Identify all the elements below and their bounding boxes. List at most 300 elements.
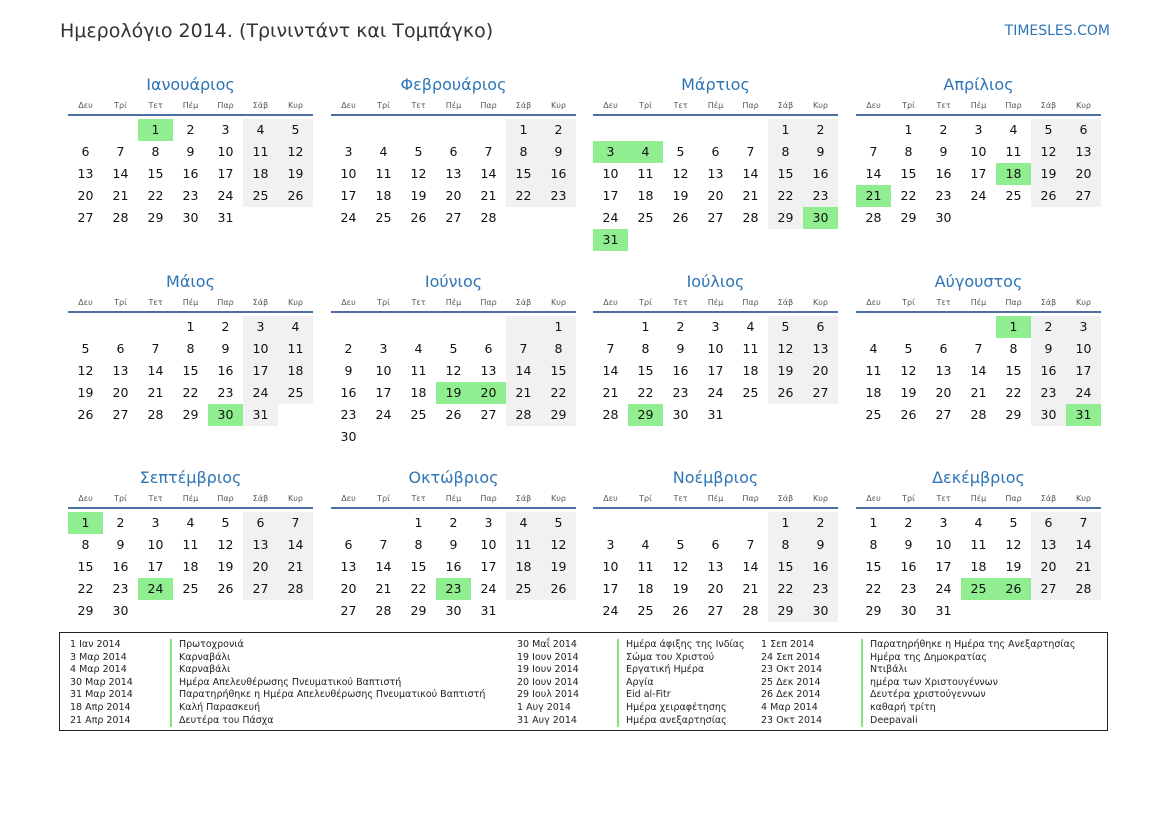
day-cell: 8	[186, 341, 195, 356]
holiday-date: 4 Μαρ 2014	[70, 664, 127, 676]
holiday-date: 19 Ιουν 2014	[517, 664, 579, 676]
weekday-label: Κυρ	[288, 297, 303, 307]
day-cell: 3	[221, 122, 230, 137]
legend-row	[761, 689, 1075, 702]
day-cell: 20	[803, 360, 838, 382]
day-cell: 9	[221, 341, 230, 356]
weekday-label: Δευ	[78, 493, 93, 503]
day-cell: 10	[147, 537, 164, 552]
day-cell: 29	[865, 603, 882, 618]
empty-cell	[698, 119, 733, 141]
day-cell: 11	[410, 363, 427, 378]
day-cell: 6	[711, 537, 720, 552]
day-cell: 21	[375, 581, 392, 596]
weekday-label: Πέμ	[970, 493, 987, 503]
day-cell: 5	[414, 144, 423, 159]
day-cell: 28	[742, 210, 759, 225]
weekday-label: Δευ	[341, 100, 356, 110]
holiday-marker	[617, 639, 619, 652]
day-cell: 5	[278, 119, 313, 141]
day-cell: 21	[742, 188, 759, 203]
day-cell: 12	[900, 363, 917, 378]
day-cell: 30	[672, 407, 689, 422]
weekday-label: Κυρ	[813, 297, 828, 307]
holiday-marker	[617, 677, 619, 690]
weekday-label: Τρί	[639, 493, 652, 503]
day-cell: 27	[935, 407, 952, 422]
day-cell: 2	[803, 512, 838, 534]
holiday-name: ημέρα των Χριστουγέννων	[870, 676, 998, 688]
legend-column	[517, 639, 745, 727]
holiday-name: Εργατική Ημέρα	[626, 664, 705, 676]
day-cell: 7	[746, 537, 755, 552]
day-cell: 8	[541, 338, 576, 360]
day-cell: 28	[278, 578, 313, 600]
day-cell: 2	[676, 319, 685, 334]
day-cell: 4	[243, 119, 278, 141]
month-name: Σεπτέμβριος	[139, 468, 242, 487]
month-name: Ιανουάριος	[146, 75, 235, 94]
day-cell: 17	[243, 360, 278, 382]
weekday-label: Δευ	[341, 493, 356, 503]
day-cell: 12	[410, 166, 427, 181]
day-cell: 5	[1031, 119, 1066, 141]
holiday-name: Παρατηρήθηκε η Ημέρα Απελευθέρωσης Πνευματικού Βαπτιστή	[179, 689, 486, 701]
holiday-marker	[170, 702, 172, 715]
weekday-label: Τετ	[936, 100, 951, 110]
month-11	[593, 467, 838, 622]
empty-cell	[663, 512, 698, 534]
day-cell: 14	[1066, 534, 1101, 556]
day-cell: 23	[182, 188, 199, 203]
day-cell: 3	[379, 341, 388, 356]
day-cell: 13	[480, 363, 497, 378]
weekday-label: Παρ	[480, 100, 497, 110]
weekday-label: Κυρ	[551, 493, 566, 503]
weekday-label: Δευ	[78, 100, 93, 110]
day-cell: 26	[278, 185, 313, 207]
legend-row	[517, 652, 745, 665]
day-cell: 24	[375, 407, 392, 422]
day-cell: 24	[602, 603, 619, 618]
weekday-header	[856, 293, 1101, 313]
weekday-label: Παρ	[742, 297, 759, 307]
day-cell: 19	[410, 188, 427, 203]
day-cell: 21	[742, 581, 759, 596]
day-cell: 1	[641, 319, 650, 334]
holiday-day: 1	[996, 316, 1031, 338]
day-cell: 10	[602, 559, 619, 574]
day-cell: 12	[445, 363, 462, 378]
weekday-label: Πέμ	[182, 297, 199, 307]
empty-cell	[961, 316, 996, 338]
month-5	[68, 271, 313, 426]
day-cell: 7	[746, 144, 755, 159]
day-cell: 2	[541, 119, 576, 141]
day-cell: 17	[970, 166, 987, 181]
day-cell: 20	[340, 581, 357, 596]
day-cell: 19	[672, 188, 689, 203]
holiday-day: 31	[1066, 404, 1101, 426]
month-8	[856, 271, 1101, 426]
day-cell: 31	[217, 210, 234, 225]
day-cell: 24	[970, 188, 987, 203]
day-cell: 14	[112, 166, 129, 181]
day-cell: 18	[637, 581, 654, 596]
day-cell: 1	[541, 316, 576, 338]
day-cell: 26	[900, 407, 917, 422]
day-cell: 3	[974, 122, 983, 137]
day-cell: 7	[974, 341, 983, 356]
month-1	[68, 74, 313, 229]
day-cell: 22	[506, 185, 541, 207]
day-cell: 27	[480, 407, 497, 422]
holiday-marker	[170, 652, 172, 665]
day-cell: 15	[768, 163, 803, 185]
day-cell: 21	[112, 188, 129, 203]
day-cell: 29	[77, 603, 94, 618]
day-cell: 11	[375, 166, 392, 181]
day-cell: 15	[768, 556, 803, 578]
holiday-day: 30	[803, 207, 838, 229]
empty-cell	[856, 119, 891, 141]
day-cell: 6	[116, 341, 125, 356]
day-cell: 25	[637, 210, 654, 225]
day-cell: 2	[939, 122, 948, 137]
weekday-label: Τρί	[639, 100, 652, 110]
day-grid	[68, 316, 313, 426]
day-cell: 22	[410, 581, 427, 596]
day-cell: 14	[506, 360, 541, 382]
day-cell: 2	[221, 319, 230, 334]
day-cell: 22	[182, 385, 199, 400]
empty-cell	[366, 119, 401, 141]
weekday-label: Τρί	[114, 493, 127, 503]
month-name: Δεκέμβριος	[932, 468, 1025, 487]
weekday-label: Κυρ	[288, 100, 303, 110]
day-cell: 23	[112, 581, 129, 596]
day-cell: 13	[445, 166, 462, 181]
day-grid	[593, 316, 838, 426]
holiday-marker	[861, 689, 863, 702]
weekday-label: Παρ	[480, 493, 497, 503]
day-cell: 20	[445, 188, 462, 203]
day-cell: 11	[637, 559, 654, 574]
day-cell: 25	[506, 578, 541, 600]
month-12	[856, 467, 1101, 622]
day-cell: 27	[77, 210, 94, 225]
day-cell: 11	[1005, 144, 1022, 159]
holiday-marker	[170, 639, 172, 652]
day-cell: 1	[869, 515, 878, 530]
day-cell: 14	[147, 363, 164, 378]
day-cell: 23	[935, 188, 952, 203]
day-cell: 26	[541, 578, 576, 600]
weekday-label: Παρ	[480, 297, 497, 307]
day-cell: 5	[904, 341, 913, 356]
weekday-label: Τρί	[902, 100, 915, 110]
month-6	[331, 271, 576, 448]
day-cell: 1	[186, 319, 195, 334]
day-cell: 28	[506, 404, 541, 426]
holiday-name: Καρναβάλι	[179, 651, 231, 663]
day-cell: 25	[1005, 188, 1022, 203]
holiday-marker	[617, 664, 619, 677]
day-cell: 11	[742, 341, 759, 356]
weekday-label: Παρ	[217, 493, 234, 503]
holiday-day: 31	[593, 229, 628, 251]
day-cell: 2	[904, 515, 913, 530]
day-cell: 29	[541, 404, 576, 426]
day-cell: 4	[1009, 122, 1018, 137]
day-cell: 12	[768, 338, 803, 360]
day-cell: 20	[1031, 556, 1066, 578]
day-cell: 27	[112, 407, 129, 422]
day-cell: 20	[1066, 163, 1101, 185]
day-cell: 17	[1066, 360, 1101, 382]
day-cell: 2	[344, 341, 353, 356]
day-cell: 28	[147, 407, 164, 422]
weekday-label: Τρί	[639, 297, 652, 307]
weekday-label: Πέμ	[970, 100, 987, 110]
day-cell: 4	[869, 341, 878, 356]
empty-cell	[733, 119, 768, 141]
day-cell: 22	[147, 188, 164, 203]
day-grid	[593, 119, 838, 251]
day-cell: 26	[445, 407, 462, 422]
day-cell: 7	[1066, 512, 1101, 534]
holiday-name: Δευτέρα χριστούγεννων	[870, 689, 986, 701]
holiday-date: 18 Απρ 2014	[70, 701, 131, 713]
day-cell: 1	[768, 512, 803, 534]
empty-cell	[436, 316, 471, 338]
holiday-marker	[861, 715, 863, 728]
holiday-day: 21	[856, 185, 891, 207]
day-cell: 27	[803, 382, 838, 404]
holiday-day: 30	[208, 404, 243, 426]
holiday-marker	[170, 664, 172, 677]
legend-row	[517, 702, 745, 715]
day-cell: 7	[151, 341, 160, 356]
day-cell: 21	[602, 385, 619, 400]
day-cell: 13	[1031, 534, 1066, 556]
weekday-header	[68, 489, 313, 509]
day-cell: 27	[1031, 578, 1066, 600]
holiday-day: 26	[996, 578, 1031, 600]
day-cell: 27	[707, 603, 724, 618]
empty-cell	[593, 119, 628, 141]
day-cell: 10	[707, 341, 724, 356]
weekday-label: Δευ	[78, 297, 93, 307]
day-cell: 30	[445, 603, 462, 618]
day-cell: 8	[768, 534, 803, 556]
legend-column	[70, 639, 485, 727]
day-cell: 18	[243, 163, 278, 185]
day-cell: 22	[768, 185, 803, 207]
holiday-date: 4 Μαρ 2014	[761, 701, 818, 713]
weekday-label: Παρ	[742, 493, 759, 503]
day-cell: 10	[340, 166, 357, 181]
weekday-label: Τετ	[673, 493, 688, 503]
day-cell: 1	[768, 119, 803, 141]
day-cell: 7	[116, 144, 125, 159]
day-cell: 5	[676, 537, 685, 552]
day-cell: 15	[637, 363, 654, 378]
day-cell: 16	[900, 559, 917, 574]
day-cell: 10	[480, 537, 497, 552]
day-cell: 5	[768, 316, 803, 338]
day-cell: 20	[935, 385, 952, 400]
day-cell: 11	[182, 537, 199, 552]
holiday-date: 24 Σεπ 2014	[761, 651, 821, 663]
day-cell: 21	[970, 385, 987, 400]
day-cell: 9	[116, 537, 125, 552]
day-cell: 12	[541, 534, 576, 556]
day-cell: 22	[900, 188, 917, 203]
day-cell: 25	[182, 581, 199, 596]
legend-row	[517, 639, 745, 652]
holiday-name: Ημέρα άφιξης της Ινδίας	[626, 639, 745, 650]
day-cell: 13	[707, 166, 724, 181]
holiday-legend	[59, 632, 1108, 731]
day-cell: 31	[480, 603, 497, 618]
day-cell: 12	[672, 166, 689, 181]
day-cell: 25	[278, 382, 313, 404]
day-cell: 15	[541, 360, 576, 382]
weekday-label: Κυρ	[551, 297, 566, 307]
day-cell: 11	[278, 338, 313, 360]
day-cell: 6	[484, 341, 493, 356]
legend-row	[761, 652, 1075, 665]
day-cell: 9	[676, 341, 685, 356]
holiday-name: Καλή Παρασκευή	[179, 701, 261, 713]
day-cell: 30	[935, 210, 952, 225]
weekday-label: Πέμ	[445, 297, 462, 307]
weekday-label: Δευ	[866, 297, 881, 307]
day-cell: 15	[1005, 363, 1022, 378]
weekday-label: Δευ	[603, 297, 618, 307]
month-name: Ιούλιος	[686, 272, 745, 291]
day-cell: 17	[147, 559, 164, 574]
day-cell: 26	[1031, 185, 1066, 207]
day-cell: 6	[803, 316, 838, 338]
empty-cell	[138, 316, 173, 338]
weekday-label: Δευ	[341, 297, 356, 307]
day-cell: 16	[182, 166, 199, 181]
day-cell: 28	[480, 210, 497, 225]
day-cell: 28	[742, 603, 759, 618]
day-cell: 3	[344, 144, 353, 159]
weekday-header	[68, 293, 313, 313]
day-cell: 7	[606, 341, 615, 356]
weekday-header	[593, 293, 838, 313]
day-cell: 16	[112, 559, 129, 574]
day-cell: 31	[935, 603, 952, 618]
day-cell: 4	[379, 144, 388, 159]
holiday-marker	[861, 664, 863, 677]
empty-cell	[103, 316, 138, 338]
day-cell: 10	[602, 166, 619, 181]
legend-column	[761, 639, 1075, 727]
day-cell: 18	[182, 559, 199, 574]
day-cell: 23	[803, 578, 838, 600]
holiday-day: 18	[996, 163, 1031, 185]
weekday-label: Τρί	[902, 493, 915, 503]
holiday-marker	[861, 702, 863, 715]
day-cell: 15	[182, 363, 199, 378]
day-cell: 30	[803, 600, 838, 622]
day-cell: 26	[410, 210, 427, 225]
holiday-name: Ημέρα Απελευθέρωσης Πνευματικού Βαπτιστή	[179, 676, 402, 688]
day-cell: 19	[672, 581, 689, 596]
legend-row	[761, 677, 1075, 690]
weekday-label: Σάβ	[515, 297, 532, 307]
day-cell: 13	[1066, 141, 1101, 163]
day-cell: 3	[243, 316, 278, 338]
holiday-day: 23	[436, 578, 471, 600]
day-cell: 23	[1031, 382, 1066, 404]
weekday-label: Τετ	[936, 493, 951, 503]
day-cell: 25	[243, 185, 278, 207]
day-cell: 18	[410, 385, 427, 400]
weekday-label: Δευ	[866, 100, 881, 110]
day-cell: 11	[970, 537, 987, 552]
empty-cell	[506, 316, 541, 338]
day-cell: 9	[803, 141, 838, 163]
holiday-date: 30 Μαρ 2014	[70, 676, 133, 688]
weekday-label: Δευ	[866, 493, 881, 503]
day-cell: 22	[637, 385, 654, 400]
day-cell: 5	[81, 341, 90, 356]
day-cell: 18	[865, 385, 882, 400]
holiday-date: 30 Μαΐ 2014	[517, 639, 577, 650]
weekday-label: Δευ	[603, 100, 618, 110]
day-cell: 12	[217, 537, 234, 552]
day-cell: 25	[865, 407, 882, 422]
holiday-name: Eid al-Fitr	[626, 689, 671, 701]
day-cell: 15	[147, 166, 164, 181]
day-cell: 17	[340, 188, 357, 203]
day-cell: 19	[541, 556, 576, 578]
weekday-label: Πέμ	[445, 100, 462, 110]
holiday-name: καθαρή τρίτη	[870, 701, 936, 713]
day-cell: 14	[970, 363, 987, 378]
weekday-label: Τετ	[673, 100, 688, 110]
day-grid	[593, 512, 838, 622]
weekday-label: Τρί	[377, 297, 390, 307]
day-cell: 13	[77, 166, 94, 181]
holiday-day: 4	[628, 141, 663, 163]
day-cell: 2	[186, 122, 195, 137]
holiday-date: 23 Οκτ 2014	[761, 714, 823, 726]
weekday-header	[331, 293, 576, 313]
day-cell: 14	[480, 166, 497, 181]
holiday-date: 31 Αυγ 2014	[517, 714, 577, 726]
site-link[interactable]: TIMESLES.COM	[1004, 23, 1110, 39]
day-cell: 3	[484, 515, 493, 530]
day-cell: 20	[77, 188, 94, 203]
day-cell: 3	[151, 515, 160, 530]
day-cell: 10	[1066, 338, 1101, 360]
holiday-marker	[617, 702, 619, 715]
day-cell: 14	[602, 363, 619, 378]
holiday-day: 20	[471, 382, 506, 404]
day-cell: 7	[484, 144, 493, 159]
day-cell: 7	[278, 512, 313, 534]
month-4	[856, 74, 1101, 229]
day-cell: 30	[1031, 404, 1066, 426]
holiday-name: Παρατηρήθηκε η Ημέρα της Ανεξαρτησίας	[870, 639, 1076, 650]
